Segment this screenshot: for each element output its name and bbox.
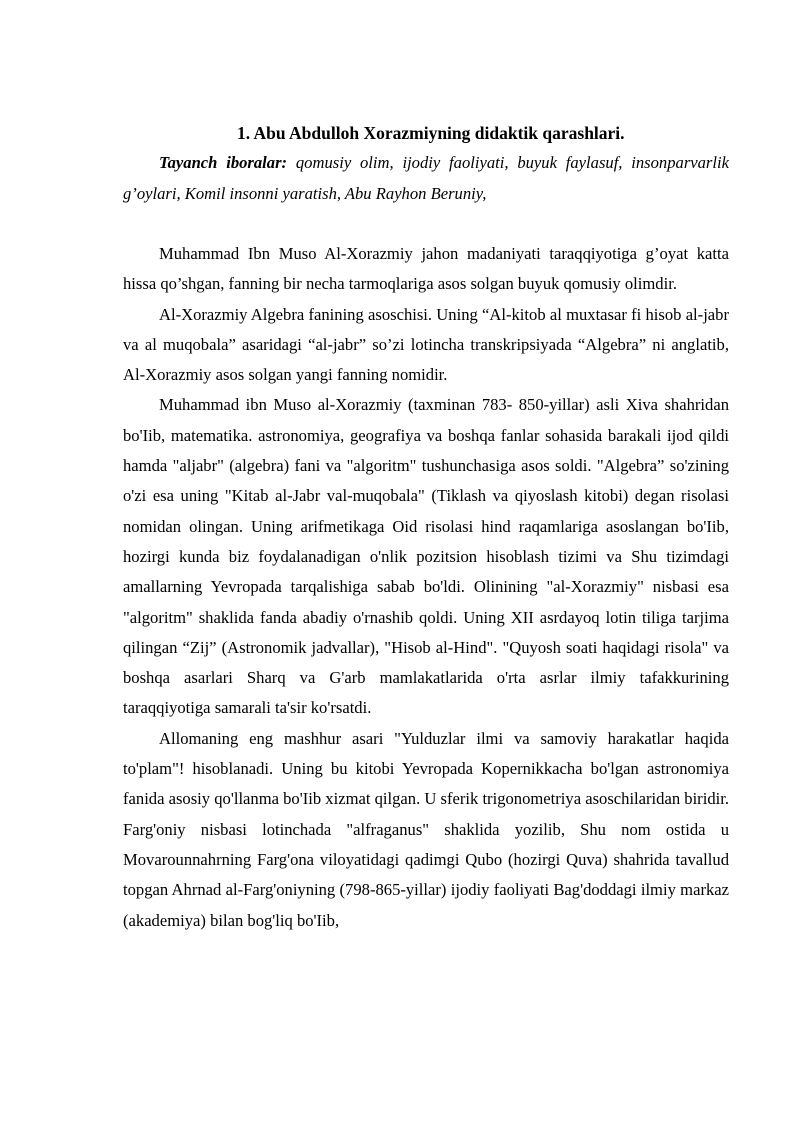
keywords-paragraph [123, 148, 729, 209]
keywords-label: Tayanch iboralar: [159, 153, 288, 172]
section-heading: 1. Abu Abdulloh Xorazmiyning didaktik qarashlari. [237, 123, 625, 143]
document-page [123, 120, 729, 936]
paragraph-spacer [123, 209, 729, 239]
body-paragraph-3: Muhammad ibn Muso al-Xorazmiy (taxminan 783- 850-yillar) asli Xiva shahridan bo'Iib, matematika. astronomiya, geografiya va boshqa fanlar sohasida barakali ijod qildi hamda "aljabr" (algebra) fani va "algoritm" tushunchasiga asos soldi. "Algebra” so'zining o'zi esa uning "Kitab al-Jabr val-muqobala" (Tiklash va qiyoslash kitobi) degan risolasi nomidan olingan. Uning arifmetikaga Oid risolasi hind raqamlariga asoslangan bo'Iib, hozirgi kunda biz foydalanadigan o'nlik pozitsion hisoblash tizimi va Shu tizimdagi amallarning Yevropada tarqalishiga sabab bo'ldi. Olinining "al-Xorazmiy" nisbasi esa "algoritm" shaklida fanda abadiy o'rnashib qoldi. Uning XII asrdayoq lotin tiliga tarjima qilingan “Zij” (Astronomik jadvallar), "Hisob al-Hind". "Quyosh soati haqidagi risola" va boshqa asarlari Sharq va G'arb mamlakatlarida o'rta asrlar ilmiy tafakkurining taraqqiyotiga samarali ta'sir ko'rsatdi. [123, 395, 729, 718]
body-paragraph-4: Allomaning eng mashhur asari "Yulduzlar ilmi va samoviy harakatlar haqida to'plam"! hisoblanadi. Uning bu kitobi Yevropada Kopernikkacha bo'lgan astronomiya fanida asosiy qo'llanma bo'Iib xizmat qilgan. U sferik trigonometriya asoschilaridan biridir. Farg'oniy nisbasi lotinchada "alfraganus" shaklida yozilib, Shu nom ostida u Movarounnahrning Farg'ona viloyatidagi qadimgi Qubo (hozirgi Quva) shahrida tavallud topgan Ahrnad al-Farg'oniyning (798-865-yillar) ijodiy faoliyati Bag'doddagi ilmiy markaz (akademiya) bilan bog'liq bo'Iib, [123, 728, 729, 930]
keywords-text: qomusiy olim, ijodiy faoliyati, buyuk faylasuf, insonparvarlik g’oylari, Komil insonni yaratish, Abu Rayhon Beruniy, [123, 153, 729, 203]
body-paragraph-2: Al-Xorazmiy Algebra fanining asoschisi. Uning “Al-kitob al muxtasar fi hisob al-jabr va al muqobala” asaridagi “al-jabr” so’zi lotincha transkripsiyada “Algebra” ni anglatib, Al-Xorazmiy asos solgan yangi fanning nomidir. [123, 304, 729, 385]
body-paragraph-1: Muhammad Ibn Muso Al-Xorazmiy jahon madaniyati taraqqiyotiga g’oyat katta hissa qo’shgan, fanning bir necha tarmoqlariga asos solgan buyuk qomusiy olimdir. [123, 244, 729, 294]
